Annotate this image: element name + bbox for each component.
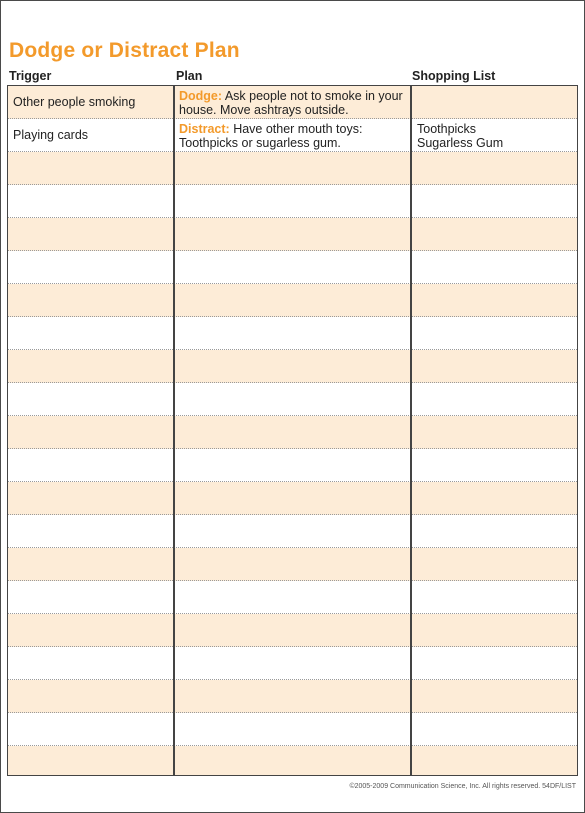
- plan-cell[interactable]: [175, 482, 410, 514]
- table-row: [8, 317, 577, 350]
- trigger-cell[interactable]: [8, 746, 173, 776]
- table-row: [8, 218, 577, 251]
- page-title: Dodge or Distract Plan: [9, 39, 240, 62]
- table-row: [8, 284, 577, 317]
- trigger-cell[interactable]: [8, 515, 173, 547]
- plan-table: [7, 85, 578, 776]
- table-row: [8, 86, 577, 119]
- trigger-column-header: Trigger: [9, 69, 52, 83]
- copyright-footer: ©2005-2009 Communication Science, Inc. All rights reserved. 54DF/LIST: [349, 783, 576, 790]
- shopping-cell[interactable]: [412, 614, 577, 646]
- plan-cell[interactable]: [175, 251, 410, 283]
- trigger-cell[interactable]: [8, 713, 173, 745]
- shopping-cell[interactable]: [412, 284, 577, 316]
- plan-cell[interactable]: [175, 383, 410, 415]
- trigger-cell[interactable]: [8, 284, 173, 316]
- plan-cell[interactable]: [175, 680, 410, 712]
- plan-cell[interactable]: [175, 86, 410, 118]
- trigger-cell[interactable]: [8, 383, 173, 415]
- plan-cell[interactable]: [175, 746, 410, 776]
- trigger-cell[interactable]: [8, 647, 173, 679]
- shopping-cell[interactable]: [412, 713, 577, 745]
- table-row: [8, 119, 577, 152]
- shopping-item: Toothpicks: [417, 122, 477, 136]
- plan-cell[interactable]: [175, 416, 410, 448]
- trigger-cell[interactable]: [8, 185, 173, 217]
- shopping-cell[interactable]: [412, 581, 577, 613]
- table-row: [8, 251, 577, 284]
- shopping-cell[interactable]: [412, 350, 577, 382]
- trigger-cell[interactable]: [8, 416, 173, 448]
- trigger-cell[interactable]: [8, 119, 173, 151]
- column-divider: [410, 86, 412, 775]
- plan-column-header: Plan: [176, 69, 203, 83]
- shopping-cell[interactable]: [412, 152, 577, 184]
- table-row: [8, 152, 577, 185]
- plan-cell[interactable]: [175, 185, 410, 217]
- table-row: [8, 482, 577, 515]
- plan-cell[interactable]: [175, 581, 410, 613]
- table-row: [8, 680, 577, 713]
- trigger-cell[interactable]: [8, 152, 173, 184]
- shopping-cell[interactable]: [412, 218, 577, 250]
- trigger-cell[interactable]: [8, 317, 173, 349]
- table-row: [8, 350, 577, 383]
- shopping-item: Sugarless Gum: [417, 136, 504, 150]
- plan-cell[interactable]: [175, 449, 410, 481]
- shopping-list-column-header: Shopping List: [412, 69, 496, 83]
- trigger-cell[interactable]: [8, 548, 173, 580]
- table-row: [8, 548, 577, 581]
- shopping-cell[interactable]: [412, 515, 577, 547]
- plan-cell[interactable]: [175, 713, 410, 745]
- table-row: [8, 647, 577, 680]
- shopping-cell[interactable]: [412, 251, 577, 283]
- trigger-cell[interactable]: [8, 680, 173, 712]
- plan-keyword: Dodge:: [179, 89, 223, 103]
- trigger-cell[interactable]: [8, 581, 173, 613]
- plan-text: Ask people not to smoke in your house. Move ashtrays outside.: [179, 89, 403, 117]
- plan-cell[interactable]: [175, 218, 410, 250]
- table-row: [8, 614, 577, 647]
- trigger-cell[interactable]: [8, 218, 173, 250]
- trigger-cell[interactable]: [8, 482, 173, 514]
- trigger-cell[interactable]: [8, 350, 173, 382]
- trigger-text: Other people smoking: [13, 95, 136, 109]
- trigger-cell[interactable]: [8, 251, 173, 283]
- shopping-cell[interactable]: [412, 416, 577, 448]
- shopping-cell[interactable]: [412, 482, 577, 514]
- shopping-cell[interactable]: [412, 317, 577, 349]
- column-divider: [173, 86, 175, 775]
- shopping-cell[interactable]: [412, 746, 577, 776]
- plan-cell[interactable]: [175, 647, 410, 679]
- table-row: [8, 185, 577, 218]
- trigger-cell[interactable]: [8, 86, 173, 118]
- plan-cell[interactable]: [175, 119, 410, 151]
- shopping-cell[interactable]: [412, 680, 577, 712]
- table-row: [8, 416, 577, 449]
- plan-cell[interactable]: [175, 515, 410, 547]
- plan-keyword: Distract:: [179, 122, 230, 136]
- plan-cell[interactable]: [175, 614, 410, 646]
- shopping-cell[interactable]: [412, 119, 577, 151]
- shopping-cell[interactable]: [412, 86, 577, 118]
- shopping-cell[interactable]: [412, 383, 577, 415]
- table-row: [8, 581, 577, 614]
- plan-text: Have other mouth toys: Toothpicks or sugarless gum.: [179, 122, 363, 150]
- shopping-cell[interactable]: [412, 647, 577, 679]
- trigger-text: Playing cards: [13, 128, 89, 142]
- plan-cell[interactable]: [175, 548, 410, 580]
- trigger-cell[interactable]: [8, 449, 173, 481]
- plan-cell[interactable]: [175, 152, 410, 184]
- plan-cell[interactable]: [175, 284, 410, 316]
- trigger-cell[interactable]: [8, 614, 173, 646]
- table-row: [8, 713, 577, 746]
- plan-cell[interactable]: [175, 350, 410, 382]
- shopping-cell[interactable]: [412, 449, 577, 481]
- table-row: [8, 515, 577, 548]
- table-row: [8, 449, 577, 482]
- table-row: [8, 383, 577, 416]
- shopping-cell[interactable]: [412, 185, 577, 217]
- shopping-cell[interactable]: [412, 548, 577, 580]
- table-row: [8, 746, 577, 776]
- plan-cell[interactable]: [175, 317, 410, 349]
